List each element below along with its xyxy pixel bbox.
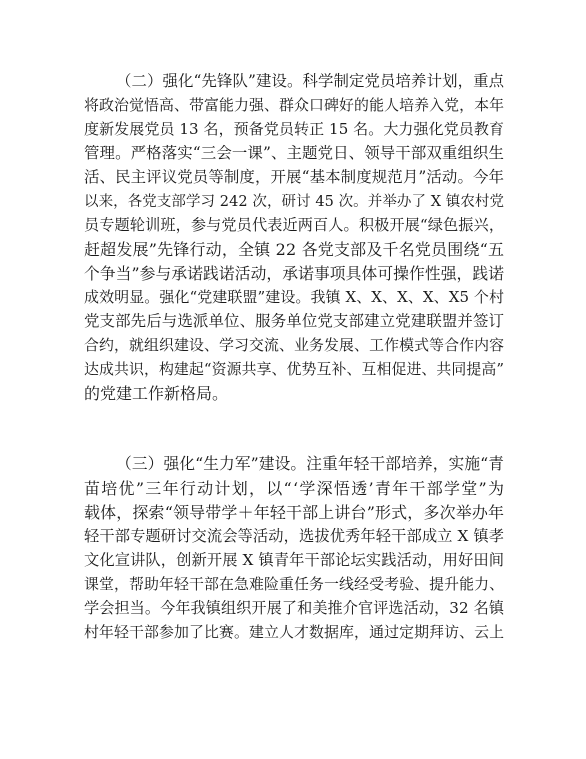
text-line: 苗培优”三年行动计划，以“‘学深悟透’青年干部学堂”为 [84,478,506,498]
text-line: 文化宣讲队，创新开展 X 镇青年干部论坛实践活动，用好田间 [84,551,505,569]
text-line: 村年轻干部参加了比赛。建立人才数据库，通过定期拜访、云上 [84,622,505,641]
text-line-last: 的党建工作新格局。 [84,383,229,403]
text-line: 党支部先后与选派单位、服务单位党支部建立党建联盟并签订 [84,312,505,330]
paragraph-section-3 [84,451,504,643]
text-line: （二）强化“先锋队”建设。科学制定党员培养计划，重点 [116,72,505,90]
text-line: 载体，探索“领导带学＋年轻干部上讲台”形式，多次举办年 [84,502,505,522]
text-line: 学会担当。今年我镇组织开展了和美推介官评选活动，32 名镇 [84,598,505,617]
text-line: 成效明显。强化“党建联盟”建设。我镇 X、X、X、X、X5 个村 [84,287,505,306]
text-line: 以来，各党支部学习 242 次，研讨 45 次。并举办了 X 镇农村党 [84,193,505,210]
text-line: 课堂，帮助年轻干部在急难险重任务一线经受考验、提升能力、 [84,574,505,593]
text-line: 个争当”参与承诺践诺活动，承诺事项具体可操作性强，践诺 [84,263,505,283]
paragraph-section-2 [84,68,504,404]
text-line: 达成共识，构建起“资源共享、优势互补、互相促进、共同提高” [84,359,505,378]
text-line: 活、民主评议党员等制度，开展“基本制度规范月”活动。今年 [84,168,505,186]
text-line: 合约，就组织建设、学习交流、业务发展、工作模式等合作内容 [84,335,505,354]
text-line: 将政治觉悟高、带富能力强、群众口碑好的能人培养入党，本年 [84,95,505,114]
text-line: 度新发展党员 13 名，预备党员转正 15 名。大力强化党员教育 [84,119,505,138]
text-line: 管理。严格落实“三会一课”、主题党日、领导干部双重组织生 [84,144,505,162]
text-line: 赶超发展”先锋行动，全镇 22 各党支部及千名党员围绕“五 [84,239,505,259]
text-line: 轻干部专题研讨交流会等活动，选拔优秀年轻干部成立 X 镇孝 [84,527,505,545]
text-line: （三）强化“生力军”建设。注重年轻干部培养，实施“青 [116,454,505,473]
text-line: 员专题轮训班，参与党员代表近两百人。积极开展“绿色振兴， [84,215,505,234]
